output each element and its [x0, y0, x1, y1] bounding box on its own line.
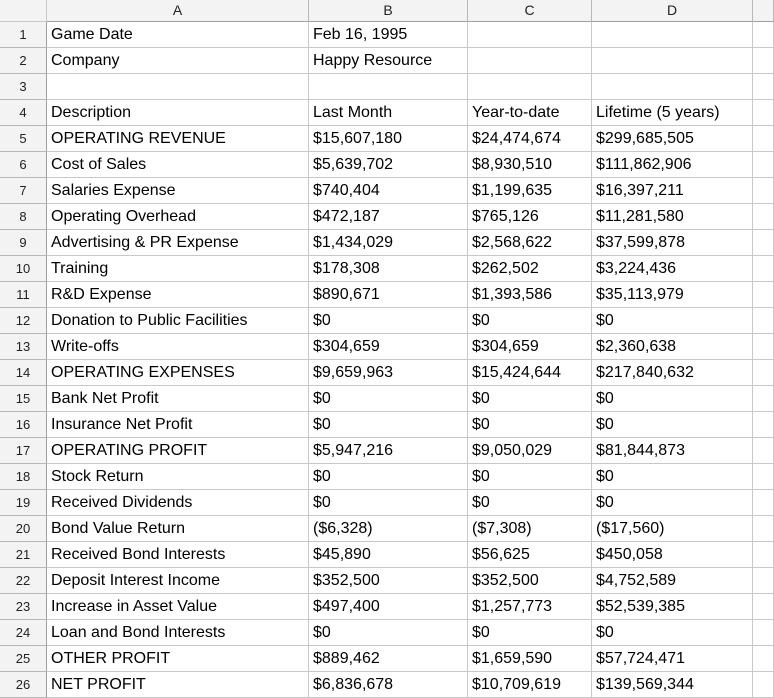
cell-c[interactable]: $0 [468, 490, 592, 516]
cell-c[interactable]: $0 [468, 386, 592, 412]
cell-e[interactable] [753, 646, 774, 672]
cell-c[interactable]: $8,930,510 [468, 152, 592, 178]
row-header[interactable]: 5 [0, 126, 47, 152]
cell-b[interactable]: $889,462 [309, 646, 468, 672]
cell-a[interactable]: OPERATING EXPENSES [47, 360, 309, 386]
cell-a[interactable]: Loan and Bond Interests [47, 620, 309, 646]
cell-c[interactable]: $0 [468, 308, 592, 334]
table-row [0, 360, 774, 386]
cell-c[interactable]: Year-to-date [468, 100, 592, 126]
cell-b[interactable]: $9,659,963 [309, 360, 468, 386]
cell-c[interactable]: $304,659 [468, 334, 592, 360]
column-header-row [0, 0, 774, 22]
row-header[interactable]: 23 [0, 594, 47, 620]
cell-a[interactable]: Operating Overhead [47, 204, 309, 230]
cell-d[interactable] [592, 74, 753, 100]
cell-d[interactable]: $111,862,906 [592, 152, 753, 178]
row-header[interactable]: 11 [0, 282, 47, 308]
cell-d[interactable]: $37,599,878 [592, 230, 753, 256]
cell-d[interactable]: $81,844,873 [592, 438, 753, 464]
cell-c[interactable]: $1,659,590 [468, 646, 592, 672]
table-row [0, 646, 774, 672]
column-header-d[interactable]: D [592, 0, 753, 22]
cell-a[interactable]: Training [47, 256, 309, 282]
cell-c[interactable]: $1,199,635 [468, 178, 592, 204]
cell-a[interactable]: Insurance Net Profit [47, 412, 309, 438]
cell-e[interactable] [753, 74, 774, 100]
cell-e[interactable] [753, 282, 774, 308]
cell-d[interactable]: $0 [592, 412, 753, 438]
table-row [0, 594, 774, 620]
cell-e[interactable] [753, 412, 774, 438]
cell-a[interactable]: Received Dividends [47, 490, 309, 516]
cell-a[interactable]: Company [47, 48, 309, 74]
cell-c[interactable]: $9,050,029 [468, 438, 592, 464]
cell-c[interactable] [468, 22, 592, 48]
row-header[interactable]: 7 [0, 178, 47, 204]
cell-d[interactable]: Lifetime (5 years) [592, 100, 753, 126]
cell-e[interactable] [753, 126, 774, 152]
cell-d[interactable]: $11,281,580 [592, 204, 753, 230]
cell-b[interactable]: $5,947,216 [309, 438, 468, 464]
cell-e[interactable] [753, 542, 774, 568]
row-header[interactable]: 20 [0, 516, 47, 542]
cell-b[interactable]: ($6,328) [309, 516, 468, 542]
cell-a[interactable]: Donation to Public Facilities [47, 308, 309, 334]
cell-a[interactable]: Received Bond Interests [47, 542, 309, 568]
row-header[interactable]: 19 [0, 490, 47, 516]
cell-d[interactable]: $0 [592, 620, 753, 646]
column-header-a[interactable]: A [47, 0, 309, 22]
cell-c[interactable]: ($7,308) [468, 516, 592, 542]
row-header[interactable]: 3 [0, 74, 47, 100]
table-row [0, 490, 774, 516]
table-row [0, 126, 774, 152]
table-row [0, 516, 774, 542]
table-row [0, 100, 774, 126]
cell-b[interactable]: Feb 16, 1995 [309, 22, 468, 48]
cell-d[interactable]: $2,360,638 [592, 334, 753, 360]
cell-d[interactable]: $4,752,589 [592, 568, 753, 594]
cell-a[interactable]: R&D Expense [47, 282, 309, 308]
cell-b[interactable]: $890,671 [309, 282, 468, 308]
table-row [0, 620, 774, 646]
cell-a[interactable]: Bond Value Return [47, 516, 309, 542]
cell-b[interactable]: $304,659 [309, 334, 468, 360]
cell-a[interactable]: NET PROFIT [47, 672, 309, 698]
row-header[interactable]: 26 [0, 672, 47, 698]
table-row [0, 386, 774, 412]
row-header[interactable]: 6 [0, 152, 47, 178]
row-header[interactable]: 9 [0, 230, 47, 256]
table-row [0, 438, 774, 464]
table-row [0, 48, 774, 74]
cell-c[interactable]: $262,502 [468, 256, 592, 282]
row-header[interactable]: 12 [0, 308, 47, 334]
cell-d[interactable] [592, 22, 753, 48]
cell-e[interactable] [753, 48, 774, 74]
cell-e[interactable] [753, 204, 774, 230]
cell-e[interactable] [753, 490, 774, 516]
cell-e[interactable] [753, 672, 774, 698]
row-header[interactable]: 16 [0, 412, 47, 438]
cell-d[interactable]: $0 [592, 490, 753, 516]
cell-c[interactable] [468, 74, 592, 100]
table-row [0, 672, 774, 698]
table-row [0, 74, 774, 100]
cell-c[interactable]: $2,568,622 [468, 230, 592, 256]
cell-c[interactable]: $15,424,644 [468, 360, 592, 386]
cell-b[interactable]: $178,308 [309, 256, 468, 282]
cell-d[interactable]: $16,397,211 [592, 178, 753, 204]
cell-d[interactable]: $0 [592, 308, 753, 334]
cell-d[interactable]: $52,539,385 [592, 594, 753, 620]
cell-c[interactable]: $352,500 [468, 568, 592, 594]
cell-a[interactable]: OTHER PROFIT [47, 646, 309, 672]
cell-d[interactable] [592, 48, 753, 74]
cell-c[interactable]: $0 [468, 620, 592, 646]
cell-c[interactable]: $1,393,586 [468, 282, 592, 308]
cell-e[interactable] [753, 386, 774, 412]
cell-e[interactable] [753, 22, 774, 48]
cell-a[interactable]: Increase in Asset Value [47, 594, 309, 620]
cell-c[interactable]: $10,709,619 [468, 672, 592, 698]
row-header[interactable]: 8 [0, 204, 47, 230]
cell-b[interactable]: $0 [309, 412, 468, 438]
table-row [0, 334, 774, 360]
cell-b[interactable]: $0 [309, 386, 468, 412]
row-header[interactable]: 18 [0, 464, 47, 490]
row-header[interactable]: 15 [0, 386, 47, 412]
cell-e[interactable] [753, 308, 774, 334]
cell-c[interactable]: $0 [468, 412, 592, 438]
cell-b[interactable]: $6,836,678 [309, 672, 468, 698]
cell-a[interactable]: OPERATING PROFIT [47, 438, 309, 464]
table-row [0, 464, 774, 490]
cell-e[interactable] [753, 464, 774, 490]
cell-d[interactable]: $57,724,471 [592, 646, 753, 672]
cell-c[interactable]: $0 [468, 464, 592, 490]
cell-b[interactable]: $497,400 [309, 594, 468, 620]
cell-b[interactable]: $472,187 [309, 204, 468, 230]
cell-b[interactable]: $0 [309, 464, 468, 490]
cell-e[interactable] [753, 516, 774, 542]
cell-d[interactable]: $0 [592, 464, 753, 490]
cell-b[interactable]: $740,404 [309, 178, 468, 204]
cell-c[interactable] [468, 48, 592, 74]
table-row [0, 178, 774, 204]
cell-e[interactable] [753, 438, 774, 464]
cell-d[interactable]: ($17,560) [592, 516, 753, 542]
cell-e[interactable] [753, 230, 774, 256]
cell-d[interactable]: $35,113,979 [592, 282, 753, 308]
column-header-e-partial[interactable] [753, 0, 774, 22]
row-header[interactable]: 22 [0, 568, 47, 594]
select-all-corner[interactable] [0, 0, 47, 22]
row-header[interactable]: 21 [0, 542, 47, 568]
cell-e[interactable] [753, 568, 774, 594]
cell-e[interactable] [753, 594, 774, 620]
row-header[interactable]: 2 [0, 48, 47, 74]
cell-a[interactable]: Advertising & PR Expense [47, 230, 309, 256]
row-header[interactable]: 17 [0, 438, 47, 464]
cell-b[interactable] [309, 74, 468, 100]
cell-e[interactable] [753, 334, 774, 360]
cell-e[interactable] [753, 178, 774, 204]
column-header-c[interactable]: C [468, 0, 592, 22]
cell-a[interactable]: Bank Net Profit [47, 386, 309, 412]
row-header[interactable]: 25 [0, 646, 47, 672]
cell-d[interactable]: $139,569,344 [592, 672, 753, 698]
cell-c[interactable]: $24,474,674 [468, 126, 592, 152]
row-header[interactable]: 10 [0, 256, 47, 282]
column-header-b[interactable]: B [309, 0, 468, 22]
cell-c[interactable]: $56,625 [468, 542, 592, 568]
row-header[interactable]: 13 [0, 334, 47, 360]
table-row [0, 542, 774, 568]
cell-a[interactable]: Write-offs [47, 334, 309, 360]
cell-b[interactable]: Last Month [309, 100, 468, 126]
cell-b[interactable]: $352,500 [309, 568, 468, 594]
cell-a[interactable]: Salaries Expense [47, 178, 309, 204]
cell-a[interactable]: Stock Return [47, 464, 309, 490]
cell-b[interactable]: $45,890 [309, 542, 468, 568]
cell-a[interactable]: Description [47, 100, 309, 126]
table-row [0, 412, 774, 438]
row-header[interactable]: 1 [0, 22, 47, 48]
table-row [0, 568, 774, 594]
cell-a[interactable] [47, 74, 309, 100]
cell-d[interactable]: $0 [592, 386, 753, 412]
row-header[interactable]: 4 [0, 100, 47, 126]
cell-e[interactable] [753, 152, 774, 178]
cell-c[interactable]: $1,257,773 [468, 594, 592, 620]
table-row [0, 152, 774, 178]
cell-b[interactable]: $15,607,180 [309, 126, 468, 152]
cell-e[interactable] [753, 256, 774, 282]
cell-a[interactable]: Game Date [47, 22, 309, 48]
table-row [0, 204, 774, 230]
cell-b[interactable]: $5,639,702 [309, 152, 468, 178]
cell-e[interactable] [753, 620, 774, 646]
cell-b[interactable]: $1,434,029 [309, 230, 468, 256]
cell-d[interactable]: $450,058 [592, 542, 753, 568]
cell-d[interactable]: $217,840,632 [592, 360, 753, 386]
table-row [0, 230, 774, 256]
cell-e[interactable] [753, 100, 774, 126]
cell-d[interactable]: $3,224,436 [592, 256, 753, 282]
cell-b[interactable]: Happy Resource [309, 48, 468, 74]
table-row [0, 308, 774, 334]
table-row [0, 22, 774, 48]
cell-b[interactable]: $0 [309, 308, 468, 334]
row-header[interactable]: 24 [0, 620, 47, 646]
cell-b[interactable]: $0 [309, 490, 468, 516]
cell-e[interactable] [753, 360, 774, 386]
cell-b[interactable]: $0 [309, 620, 468, 646]
cell-a[interactable]: OPERATING REVENUE [47, 126, 309, 152]
cell-c[interactable]: $765,126 [468, 204, 592, 230]
table-row [0, 282, 774, 308]
cell-d[interactable]: $299,685,505 [592, 126, 753, 152]
table-row [0, 256, 774, 282]
cell-a[interactable]: Cost of Sales [47, 152, 309, 178]
row-header[interactable]: 14 [0, 360, 47, 386]
cell-a[interactable]: Deposit Interest Income [47, 568, 309, 594]
